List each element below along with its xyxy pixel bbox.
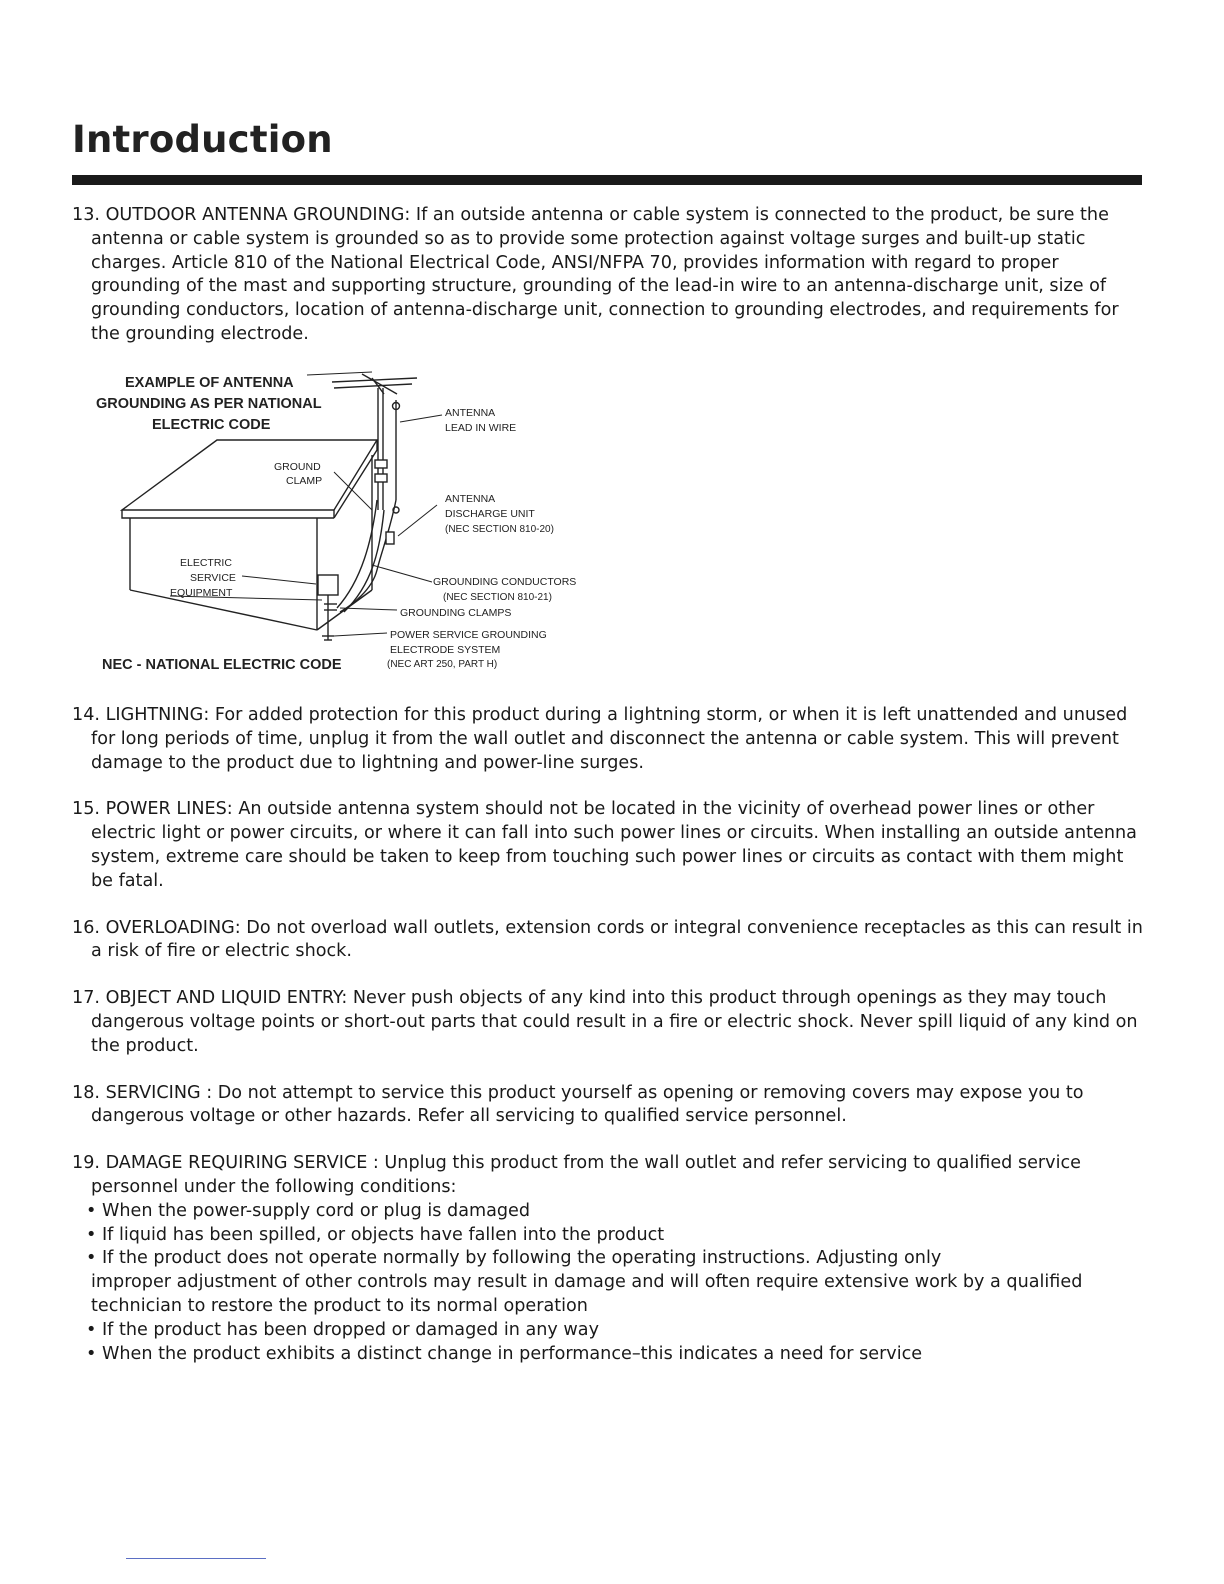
label-discharge-antenna: ANTENNA (445, 493, 496, 505)
label-equipment: EQUIPMENT (170, 587, 233, 599)
label-clamp: CLAMP (286, 475, 323, 487)
title-rule (72, 175, 1142, 185)
bullet-performance: • When the product exhibits a distinct change in performance–this indicates a need for service (86, 1343, 923, 1364)
bullet-power-cord: • When the power-supply cord or plug is damaged (86, 1200, 531, 1221)
antenna-grounding-diagram (72, 360, 632, 680)
page-title: Introduction (72, 118, 333, 161)
label-nec-art: (NEC ART 250, PART H) (387, 659, 498, 670)
footer-link-underline (126, 1558, 266, 1559)
diagram-nec-caption: NEC - NATIONAL ELECTRIC CODE (102, 657, 342, 673)
label-ground: GROUND (274, 461, 321, 473)
bullet-liquid: • If liquid has been spilled, or objects have fallen into the product (86, 1224, 665, 1245)
document-body-continued (72, 704, 1147, 1366)
label-antenna: ANTENNA (445, 407, 496, 419)
diagram-title-line-3: ELECTRIC CODE (152, 417, 271, 433)
label-service: SERVICE (190, 572, 236, 584)
label-power-service: POWER SERVICE GROUNDING (390, 629, 547, 641)
bullet-dropped: • If the product has been dropped or damaged in any way (86, 1319, 599, 1340)
label-electrode-system: ELECTRODE SYSTEM (390, 644, 501, 656)
label-grounding-clamps: GROUNDING CLAMPS (400, 607, 512, 619)
item-17: 17. OBJECT AND LIQUID ENTRY: Never push objects of any kind into this product through openings as they may touch dangerous voltage points or short-out parts that could result in a fire or electric shock. Never spill liquid of any kind on the product. (72, 988, 1138, 1056)
bullet-not-operate: • If the product does not operate normally by following the operating instructions. Adjusting only (86, 1248, 942, 1269)
diagram-title-line-1: EXAMPLE OF ANTENNA (125, 375, 294, 391)
bullet-not-operate-continued: improper adjustment of other controls may result in damage and will often require extensive work by a qualified technician to restore the product to its normal operation (91, 1272, 1083, 1316)
item-18: 18. SERVICING : Do not attempt to service this product yourself as opening or removing covers may expose you to dangerous voltage or other hazards. Refer all servicing to qualified service personnel. (72, 1082, 1084, 1127)
item-13: 13. OUTDOOR ANTENNA GROUNDING: If an outside antenna or cable system is connected to the product, be sure the antenna or cable system is grounded so as to provide some protection against voltage surges and built-up static charges. Article 810 of the National Electrical Code, ANSI/NFPA 70, provides information with regard to proper grounding of the mast and supporting structure, grounding of the lead-in wire to an antenna-discharge unit, size of grounding conductors, location of antenna-discharge unit, connection to grounding electrodes, and requirements for the grounding electrode. (72, 205, 1119, 344)
item-16: 16. OVERLOADING: Do not overload wall outlets, extension cords or integral convenience receptacles as this can result in a risk of fire or electric shock. (72, 917, 1143, 962)
label-grounding-conductors: GROUNDING CONDUCTORS (433, 576, 577, 588)
document-body (72, 204, 1147, 347)
label-grounding-conductors-section: (NEC SECTION 810-21) (443, 592, 552, 603)
label-electric: ELECTRIC (180, 557, 232, 569)
item-15: 15. POWER LINES: An outside antenna system should not be located in the vicinity of overhead power lines or other electric light or power circuits, or where it can fall into such power lines or circuits. When installing an outside antenna system, extreme care should be taken to keep from touching such power lines or circuits as contact with them might be fatal. (72, 799, 1137, 891)
label-lead-in-wire: LEAD IN WIRE (445, 422, 517, 434)
label-discharge-unit: DISCHARGE UNIT (445, 508, 535, 520)
item-14: 14. LIGHTNING: For added protection for this product during a lightning storm, or when it is left unattended and unused for long periods of time, unplug it from the wall outlet and disconnect the antenna or cable system. This will prevent damage to the product due to lightning and power-line surges. (72, 705, 1128, 773)
diagram-title-line-2: GROUNDING AS PER NATIONAL (96, 396, 322, 412)
item-19: 19. DAMAGE REQUIRING SERVICE : Unplug this product from the wall outlet and refer servicing to qualified service personnel under the following conditions: (72, 1153, 1081, 1197)
label-discharge-section: (NEC SECTION 810-20) (445, 524, 554, 535)
